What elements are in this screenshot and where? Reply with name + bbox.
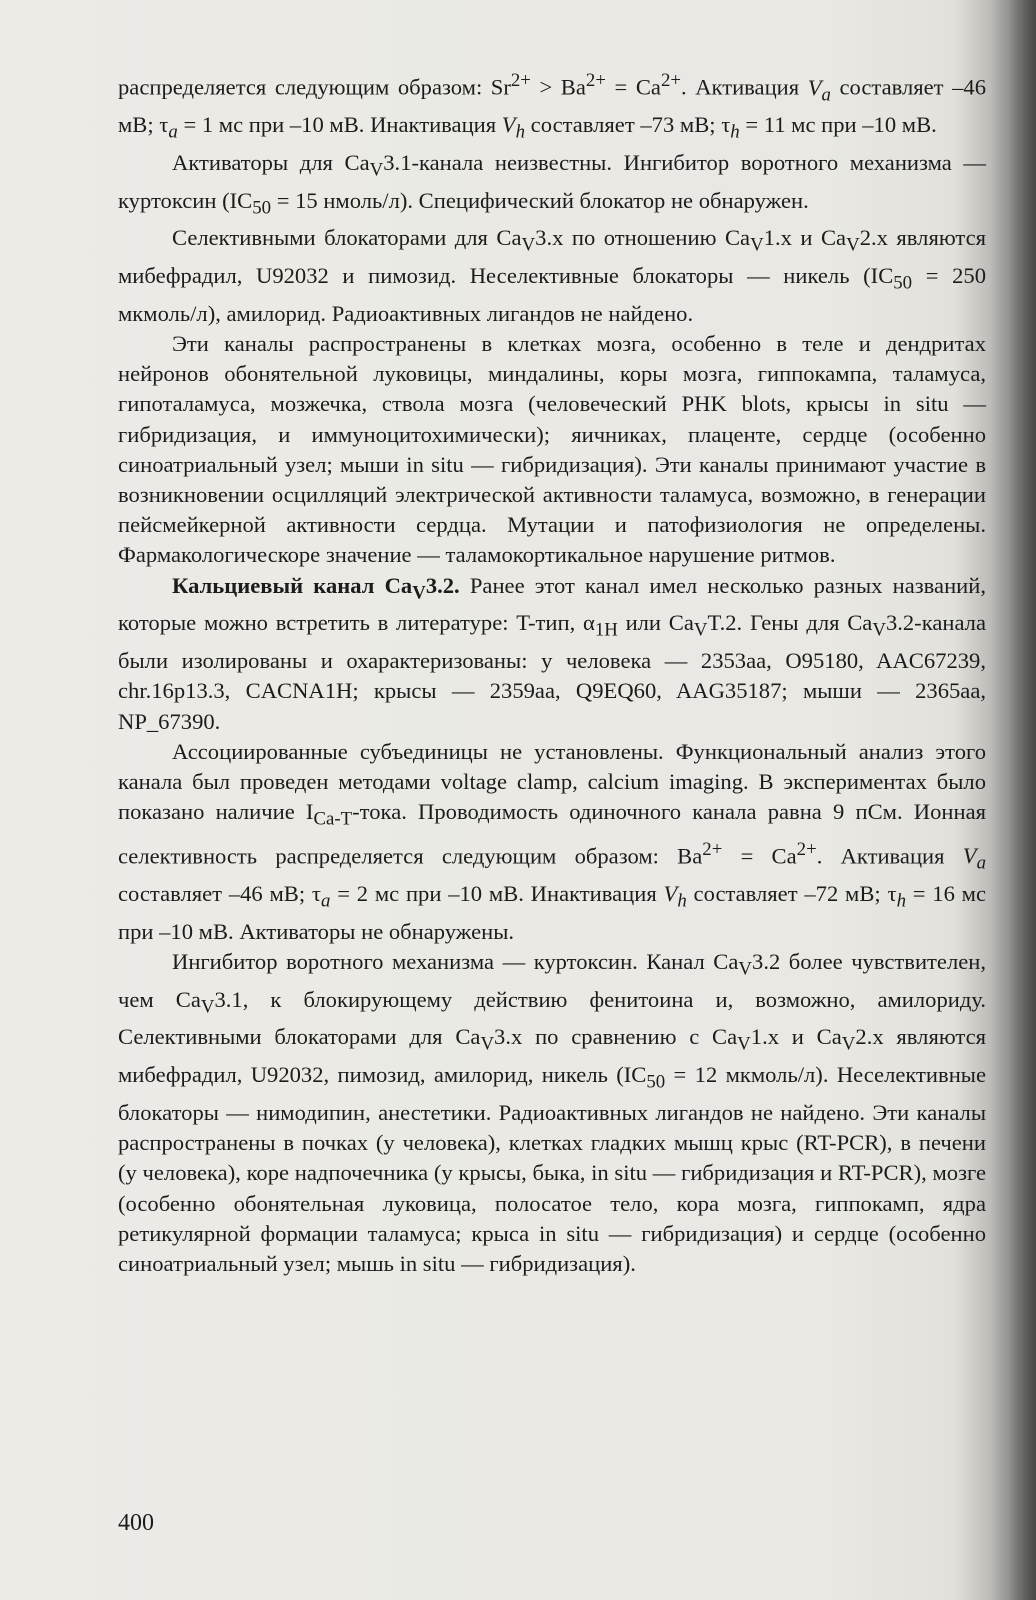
paragraph-activators-cav3-1: Активаторы для $Ca_V3.1$-канала неизвестны. Ингибитор воротного механизма — куртоксин ($IC_{50} = 15$ нмоль/л). Специфический блокатор не обнаружен. <box>118 149 987 219</box>
paragraph-inhibitor-cav3-2: Ингибитор воротного механизма — куртоксин. Канал $Ca_V3.2$ более чувствителен, чем $Ca_V3.1$, к блокирующему действию фенитоина и, возможно, амилориду. Селективными блокаторами для $Ca_V3.x$ по сравнению с $Ca_V1.x$ и $Ca_V2.x$ являются мибефрадил, U92032, пимозид, амилорид, никель ($IC_{50} = 12$ мкмоль/л). Неселективные блокаторы — нимодипин, анестетики. Радиоактивных лигандов не найдено. Эти каналы распространены в почках (у человека), клетках гладких мышц крыс (RT-PCR), в печени (у человека), коре надпочечника (у крысы, быка, in situ — гибридизация и RT-PCR), мозге (особенно обонятельная луковица, полосатое тело, кора мозга, гиппокамп, ядра ретикулярной формации таламуса; крыса in situ — гибридизация) и сердце (особенно синоатриальный узел; мышь in situ — гибридизация). <box>118 949 987 1276</box>
paragraph-continuation: распределяется следующим образом: $Sr^{2+} > Ba^{2+} = Ca^{2+}$. Активация $V_a$ составляет –46 мВ; $\tau_a = 1$ мс при –10 мВ. Инактивация $V_h$ составляет –73 мВ; $\tau_h = 11$ мс при –10 мВ. <box>118 70 987 143</box>
paragraph-functional-analysis: Ассоциированные субъединицы не установлены. Функциональный анализ этого канала был проведен методами voltage clamp, calcium imaging. В экспериментах было показано наличие $I_{Ca-T}$-тока. Проводимость одиночного канала равна 9 пСм. Ионная селективность распределяется следующим образом: $Ba^{2+} = Ca^{2+}$. Активация $V_a$ составляет –46 мВ; $\tau_a = 2$ мс при –10 мВ. Инактивация $V_h$ составляет –72 мВ; $\tau_h = 16$ мс при –10 мВ. Активаторы не обнаружены. <box>118 738 987 944</box>
paragraph-cav3-2-heading: Кальциевый канал $Ca_V3.2$. Ранее этот канал имел несколько разных названий, которые можно встретить в литературе: T-тип, $\alpha_{1H}$ или $Ca_VT.2$. Гены для $Ca_V3.2$-канала были изолированы и охарактеризованы: у человека — 2353aa, O95180, AAC67239, chr.16p13.3, CACNA1H; крысы — 2359aa, Q9EQ60, AAG35187; мыши — 2365aa, NP_67390. <box>118 572 986 734</box>
paragraph-distribution: Эти каналы распространены в клетках мозга, особенно в теле и дендритах нейронов обонятельной луковицы, миндалины, коры мозга, гиппокампа, таламуса, гипоталамуса, мозжечка, ствола мозга (человеческий PHK blots, крысы in situ — гибридизация, и иммуноцитохимически); яичниках, плаценте, сердце (особенно синоатриальный узел; мыши in situ — гибридизация). Эти каналы принимают участие в возникновении осцилляций электрической активности таламуса, возможно, в генерации пейсмейкерной активности сердца. Мутации и патофизиология не определены. Фармакологическоре значение — таламокортикальное нарушение ритмов. <box>118 331 986 568</box>
body-text <box>118 66 986 1279</box>
binding-shadow <box>990 0 1036 1600</box>
page-number: 400 <box>118 1510 154 1536</box>
paragraph-selective-blockers: Селективными блокаторами для $Ca_V3.x$ по отношению $Ca_V1.x$ и $Ca_V2.x$ являются мибефрадил, U92032 и пимозид. Неселективные блокаторы — никель ($IC_{50} = 250$ мкмоль/л), амилорид. Радиоактивных лигандов не найдено. <box>118 225 986 326</box>
